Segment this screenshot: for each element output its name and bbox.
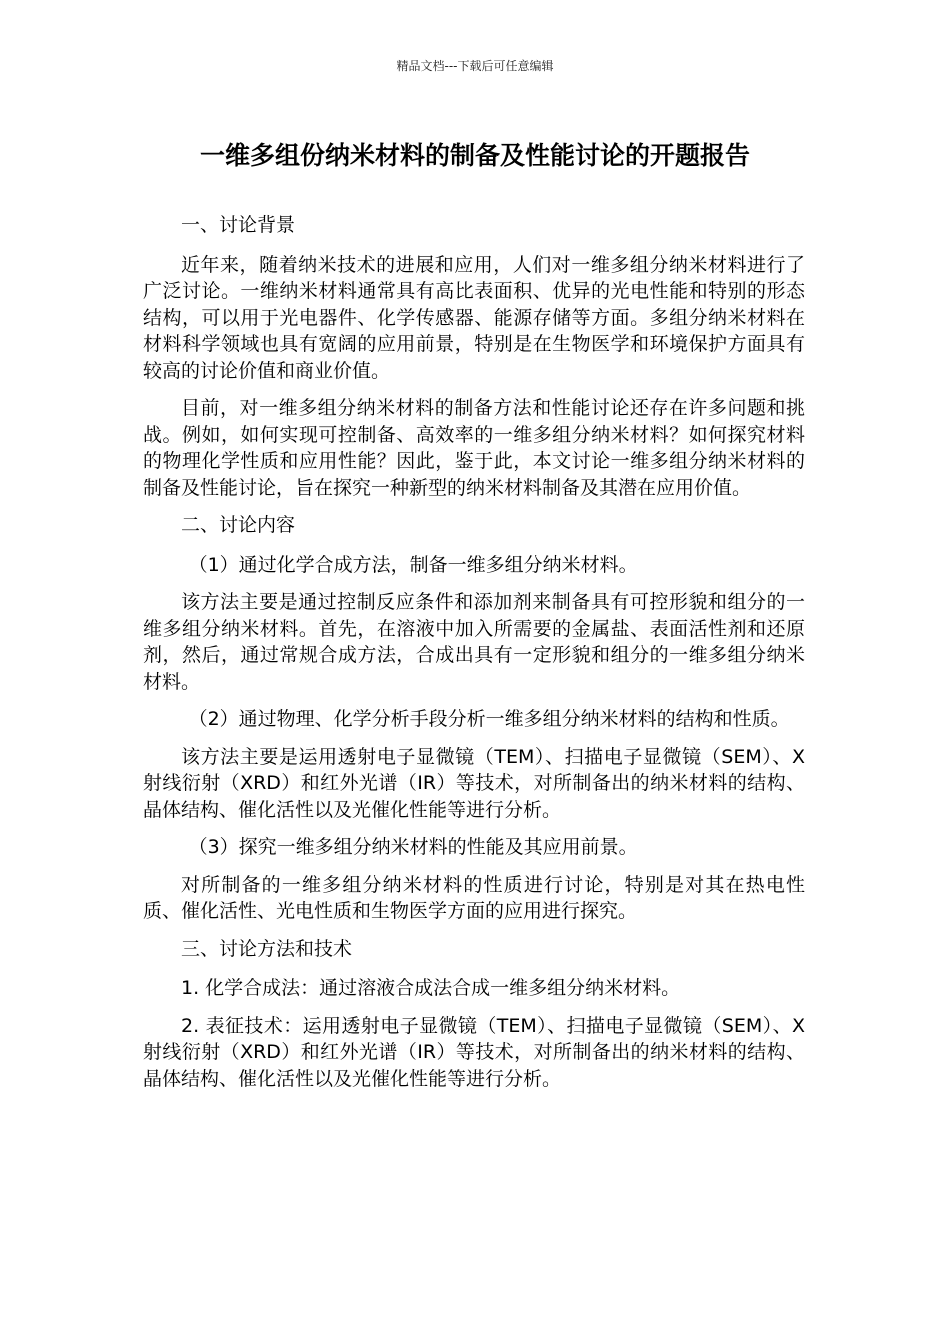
header-note: 精品文档---下载后可任意编辑 (396, 59, 554, 73)
section-heading-background: 一、讨论背景 (181, 214, 296, 236)
paragraph-background-2: 目前，对一维多组分纳米材料的制备方法和性能讨论还存在许多问题和挑战。例如，如何实现可控制备、高效率的一维多组分纳米材料？如何探究材料的物理化学性质和应用性能？因此，鉴于此，本文讨论一维多组分纳米材料的制备及性能讨论，旨在探究一种新型的纳米材料制备及其潜在应用价值。 (143, 397, 805, 499)
section-heading-methods: 三、讨论方法和技术 (181, 937, 353, 960)
method-item-1: 1. 化学合成法：通过溶液合成法合成一维多组分纳米材料。 (181, 977, 681, 999)
content-item-2: （2）通过物理、化学分析手段分析一维多组分纳米材料的结构和性质。 (188, 708, 790, 730)
document-body (143, 212, 805, 1103)
content-item-1: （1）通过化学合成方法，制备一维多组分纳米材料。 (188, 553, 638, 576)
section-heading-content: 二、讨论内容 (181, 514, 296, 536)
content-item-2-description: 该方法主要是运用透射电子显微镜（TEM）、扫描电子显微镜（SEM）、X射线衍射（XRD）和红外光谱（IR）等技术，对所制备出的纳米材料的结构、晶体结构、催化活性以及光催化性能等进行分析。 (143, 745, 805, 821)
document-title: 一维多组份纳米材料的制备及性能讨论的开题报告 (199, 141, 750, 170)
method-item-2: 2. 表征技术：运用透射电子显微镜（TEM）、扫描电子显微镜（SEM）、X射线衍射（XRD）和红外光谱（IR）等技术，对所制备出的纳米材料的结构、晶体结构、催化活性以及光催化性能等进行分析。 (143, 1014, 805, 1090)
content-item-3: （3）探究一维多组分纳米材料的性能及其应用前景。 (188, 836, 638, 858)
paragraph-background-1: 近年来，随着纳米技术的进展和应用，人们对一维多组分纳米材料进行了广泛讨论。一维纳米材料通常具有高比表面积、优异的光电性能和特别的形态结构，可以用于光电器件、化学传感器、能源存储等方面。多组分纳米材料在材料科学领域也具有宽阔的应用前景，特别是在生物医学和环境保护方面具有较高的讨论价值和商业价值。 (143, 253, 805, 382)
content-item-3-description: 对所制备的一维多组分纳米材料的性质进行讨论，特别是对其在热电性质、催化活性、光电性质和生物医学方面的应用进行探究。 (143, 873, 805, 922)
content-item-1-description: 该方法主要是通过控制反应条件和添加剂来制备具有可控形貌和组分的一维多组分纳米材料。首先，在溶液中加入所需要的金属盐、表面活性剂和还原剂，然后，通过常规合成方法，合成出具有一定形貌和组分的一维多组分纳米材料。 (143, 591, 805, 693)
